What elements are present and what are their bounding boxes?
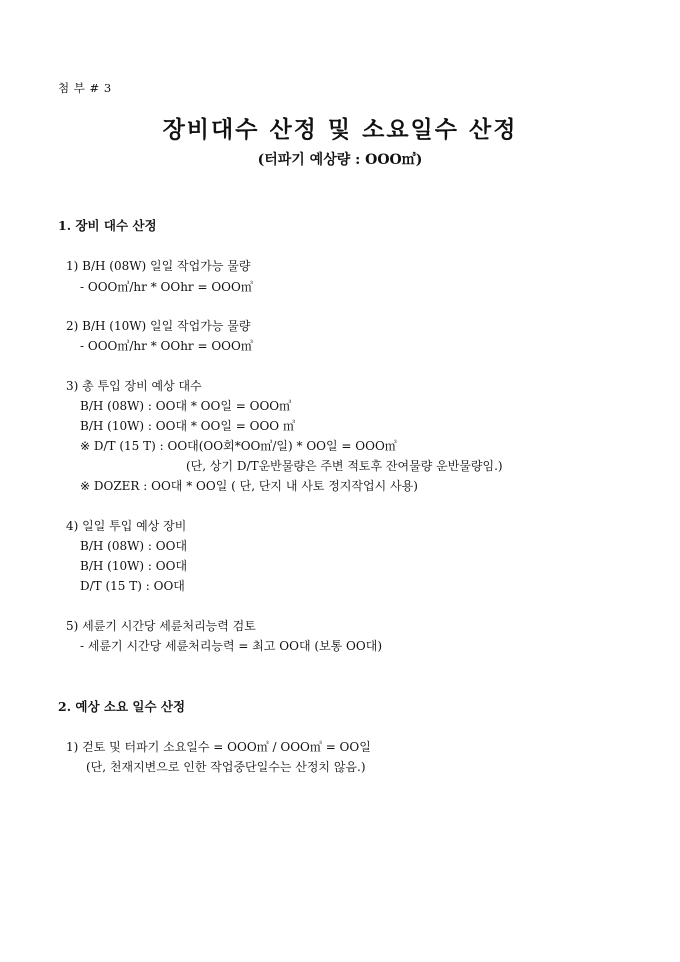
- item-1-2-label: 2) B/H (10W) 일일 작업가능 물량: [66, 319, 251, 333]
- item-2-1-label: 1) 걷토 및 터파기 소요일수 = OOO㎥ / OOO㎥ = OO일: [66, 740, 371, 754]
- item-1-5-detail: - 세륜기 시간당 세륜처리능력 = 최고 OO대 (보통 OO대): [80, 639, 382, 653]
- item-1-2-detail: - OOO㎥/hr * OOhr = OOO㎥: [80, 339, 253, 353]
- item-1-3-line5: ※ DOZER : OO대 * OO일 ( 단, 단지 내 사토 정지작업시 사용): [80, 479, 418, 493]
- item-1-3-line2: B/H (10W) : OO대 * OO일 = OOO ㎥: [80, 419, 295, 433]
- document-title: 장비대수 산정 및 소요일수 산정: [162, 116, 518, 143]
- item-1-4-line1: B/H (08W) : OO대: [80, 539, 188, 553]
- item-1-1-detail: - OOO㎥/hr * OOhr = OOO㎥: [80, 280, 253, 294]
- item-1-1-label: 1) B/H (08W) 일일 작업가능 물량: [66, 259, 251, 273]
- item-1-3-line3: ※ D/T (15 T) : OO대(OO회*OO㎥/일) * OO일 = OOO㎥: [80, 439, 397, 453]
- item-1-4-label: 4) 일일 투입 예상 장비: [66, 519, 187, 533]
- item-2-1-note: (단, 천재지변으로 인한 작업중단일수는 산정치 않음.): [86, 760, 366, 774]
- section-2-heading: 2. 예상 소요 일수 산정: [58, 699, 186, 714]
- attachment-label: 첨 부 # 3: [58, 81, 112, 95]
- section-1-heading: 1. 장비 대수 산정: [58, 218, 157, 233]
- item-1-5-label: 5) 세륜기 시간당 세륜처리능력 검토: [66, 619, 256, 633]
- document-subtitle: (터파기 예상량 : OOO㎥): [257, 152, 423, 168]
- item-1-4-line3: D/T (15 T) : OO대: [80, 579, 185, 593]
- item-1-4-line2: B/H (10W) : OO대: [80, 559, 188, 573]
- item-1-3-note: (단, 상기 D/T운반물량은 주변 적토후 잔여물량 운반물량임.): [186, 459, 503, 473]
- item-1-3-line1: B/H (08W) : OO대 * OO일 = OOO㎥: [80, 399, 292, 413]
- item-1-3-label: 3) 총 투입 장비 예상 대수: [66, 379, 202, 393]
